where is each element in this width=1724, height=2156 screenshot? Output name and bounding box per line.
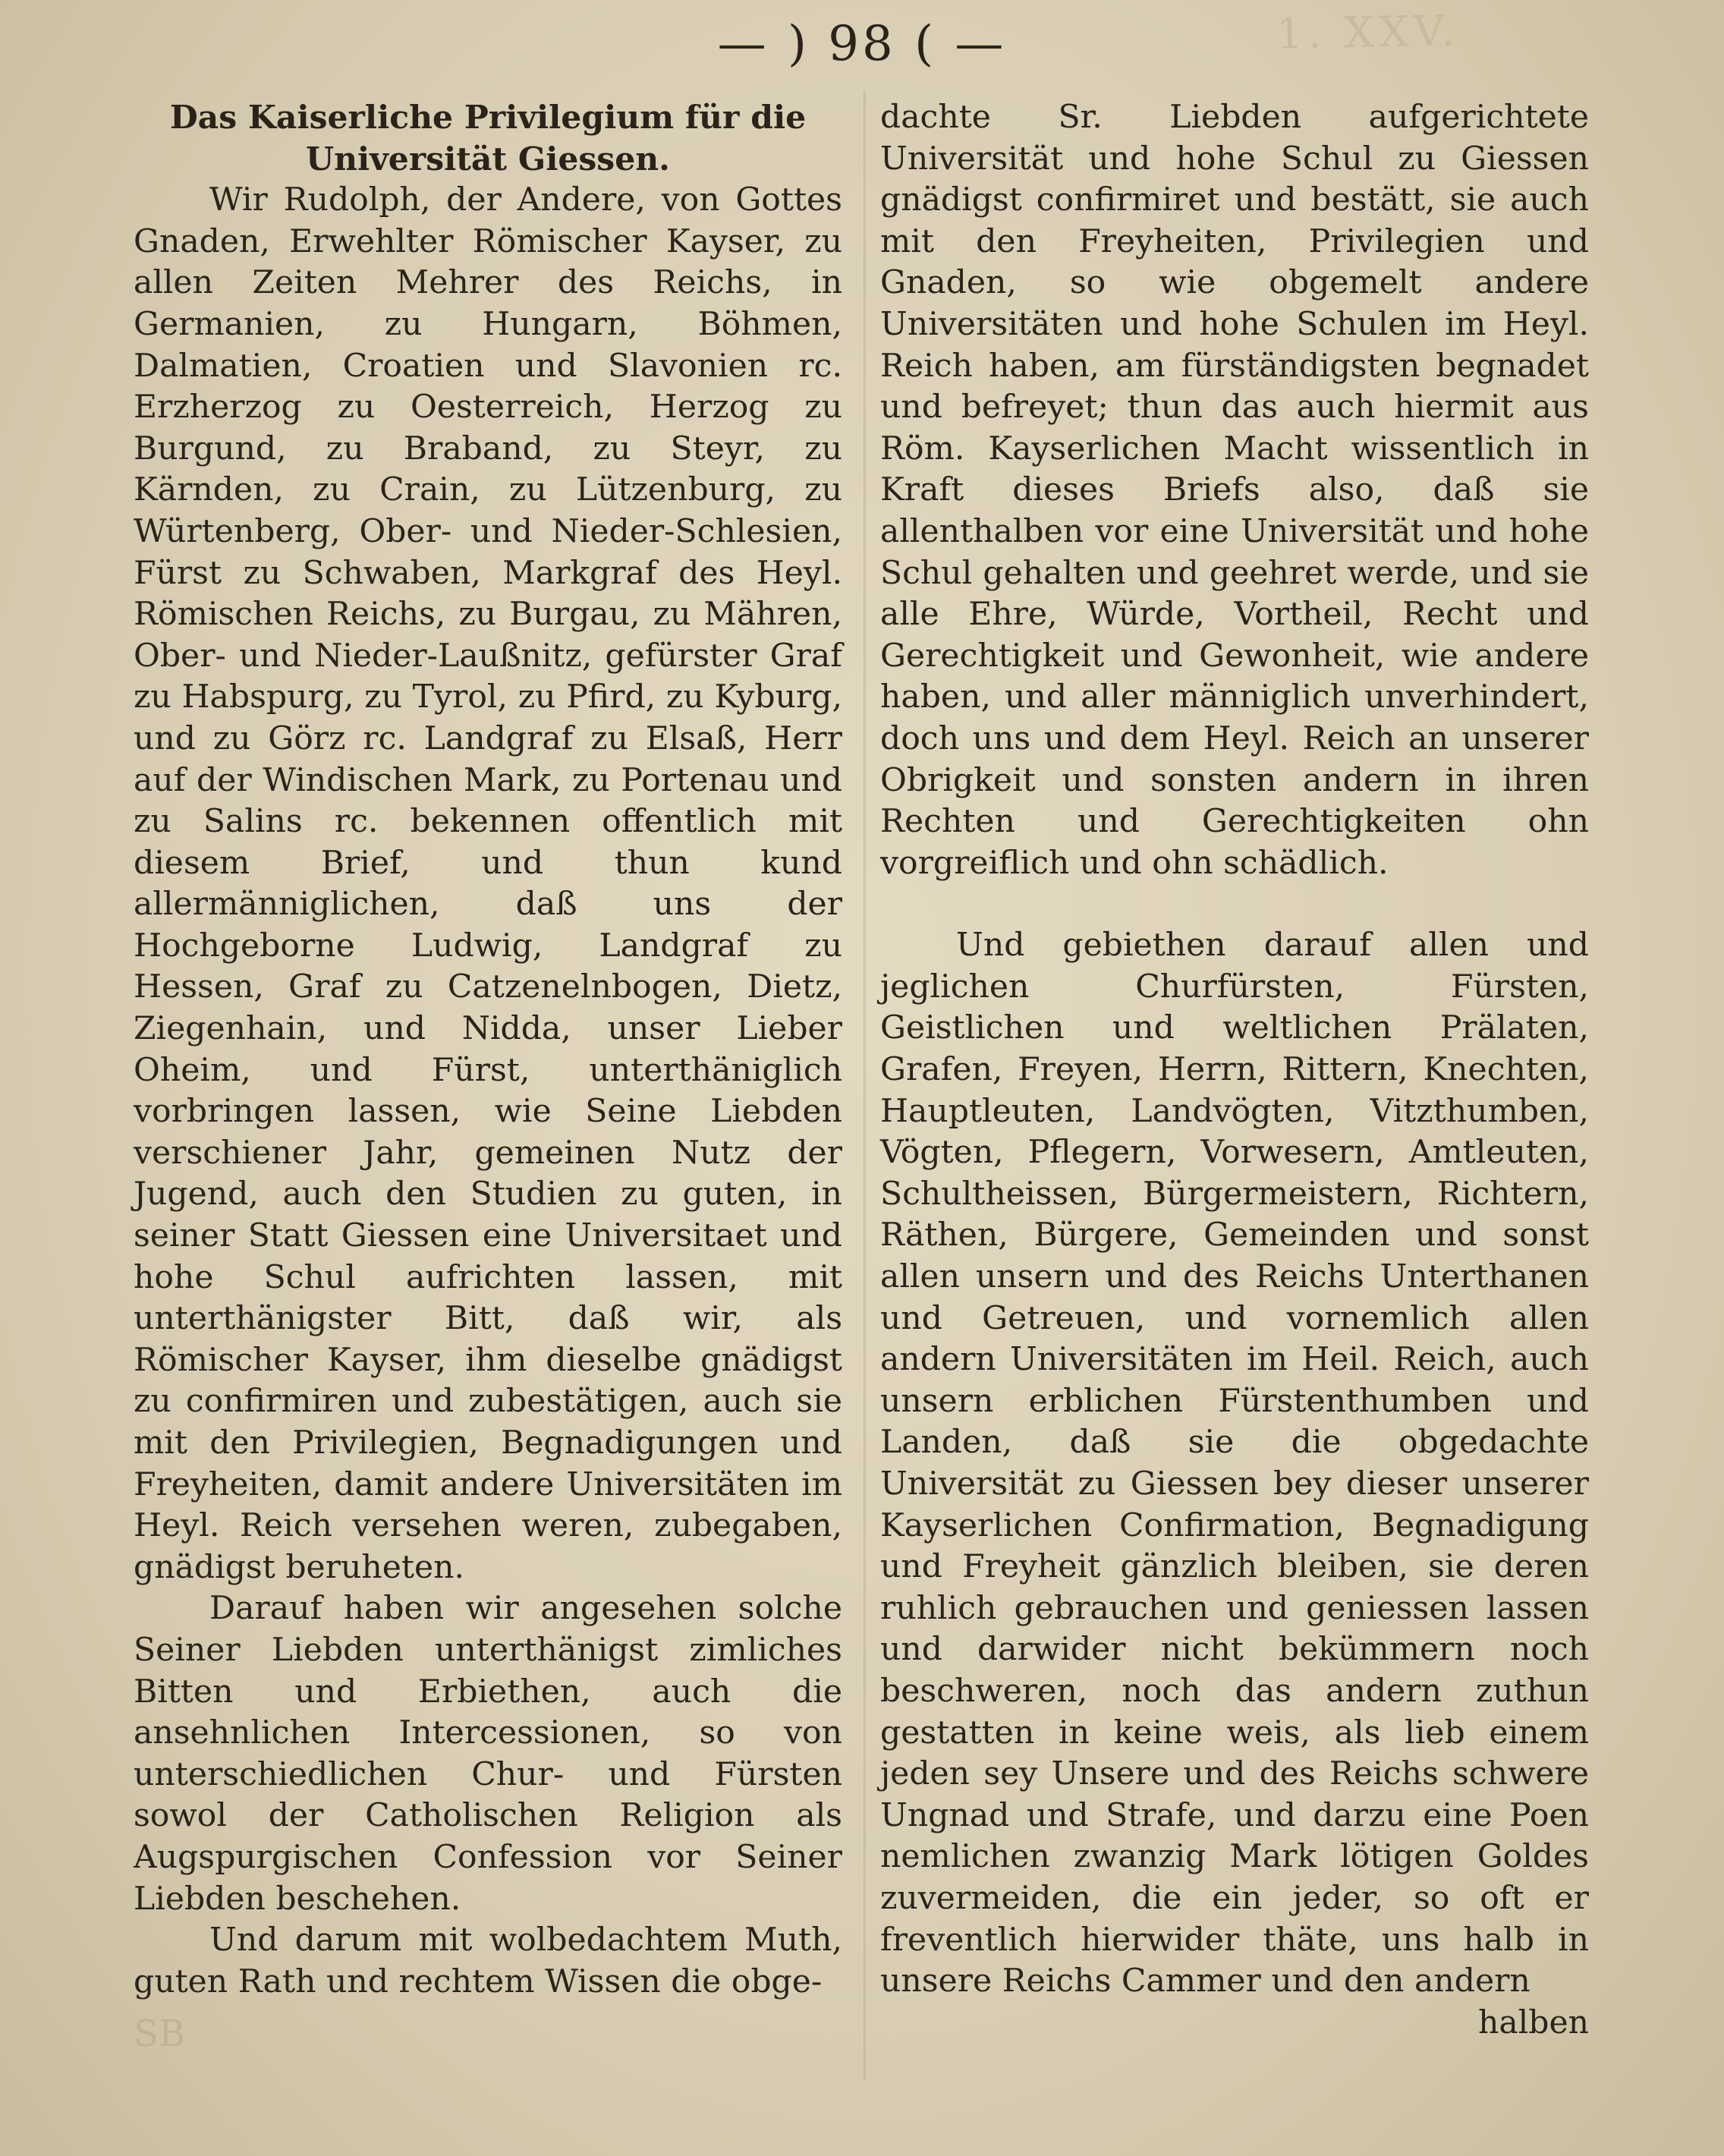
right-column [880,97,1589,2044]
paragraph: dachte Sr. Liebden aufgerichtete Universität und hohe Schul zu Giessen gnädigst confirmiret und bestätt, sie auch mit den Freyheiten, Privilegien und Gnaden, so wie obgemelt andere Universitäten und hohe Schulen im Heyl. Reich haben, am fürständigsten begnadet und befreyet; thun das auch hiermit aus Röm. Kayserlichen Macht wissentlich in Kraft dieses Briefs also, daß sie allenthalben vor eine Universität und hohe Schul gehalten und geehret werde, und sie alle Ehre, Würde, Vortheil, Recht und Gerechtigkeit und Gewonheit, wie andere haben, und aller männiglich unverhindert, doch uns und dem Heyl. Reich an unserer Obrigkeit und sonsten andern in ihren Rechten und Gerechtigkeiten ohn vorgreiflich und ohn schädlich. [880,99,1589,882]
paragraph-spacer [880,884,1589,925]
paragraph: Und darum mit wolbedachtem Muth, guten Rath und rechtem Wissen die obge- [134,1922,842,2000]
catchword: halben [1477,2003,1589,2041]
faint-margin-mark: SB [134,2013,186,2055]
document-title: Das Kaiserliche Privilegium für die Universität Giessen. [169,99,807,178]
paragraph: Und gebiethen darauf allen und jeglichen Churfürsten, Fürsten, Geistlichen und weltlichen Prälaten, Grafen, Freyen, Herrn, Rittern, Knechten, Hauptleuten, Landvögten, Vitzthumben, Vögten, Pflegern, Vorwesern, Amtleuten, Schultheissen, Bürgermeistern, Richtern, Räthen, Bürgere, Gemeinden und sonst allen unsern und des Reichs Unterthanen und Getreuen, und vornemlich allen andern Universitäten im Heil. Reich, auch unsern erblichen Fürstenthumben und Landen, daß sie die obgedachte Universität zu Giessen bey dieser unserer Kayserlichen Confirmation, Begnadigung und Freyheit gänzlich bleiben, sie deren ruhlich gebrauchen und geniessen lassen und darwider nicht bekümmern noch beschweren, noch das andern zuthun gestatten in keine weis, als lieb einem jeden sey Unsere und des Reichs schwere Ungnad und Strafe, und darzu eine Poen nemlichen zwanzig Mark lötigen Goldes zuvermeiden, die ein jeder, so oft er freventlich hierwider thäte, uns halb in unsere Reichs Cammer und den andern [880,927,1589,2000]
left-column [134,97,842,2003]
paragraph: Darauf haben wir angesehen solche Seiner Liebden unterthänigst zimliches Bitten und Erbiethen, auch die ansehnlichen Intercessionen, so von unterschiedlichen Chur- und Fürsten sowol der Catholischen Religion als Augspurgischen Confession vor Seiner Liebden beschehen. [134,1590,842,1918]
bleed-through-text: 1. XXV. [1276,6,1460,59]
paragraph: Wir Rudolph, der Andere, von Gottes Gnaden, Erwehlter Römischer Kayser, zu allen Zeiten Mehrer des Reichs, in Germanien, zu Hungarn, Böhmen, Dalmatien, Croatien und Slavonien rc. Erzherzog zu Oesterreich, Herzog zu Burgund, zu Braband, zu Steyr, zu Kärnden, zu Crain, zu Lützenburg, zu Würtenberg, Ober- und Nieder-Schlesien, Fürst zu Schwaben, Markgraf des Heyl. Römischen Reichs, zu Burgau, zu Mähren, Ober- und Nieder-Laußnitz, gefürster Graf zu Habspurg, zu Tyrol, zu Pfird, zu Kyburg, und zu Görz rc. Landgraf zu Elsaß, Herr auf der Windischen Mark, zu Portenau und zu Salins rc. bekennen offentlich mit diesem Brief, und thun kund allermänniglichen, daß uns der Hochgeborne Ludwig, Landgraf zu Hessen, Graf zu Catzenelnbogen, Dietz, Ziegenhain, und Nidda, unser Lieber Oheim, und Fürst, unterthäniglich vorbringen lassen, wie Seine Liebden verschiener Jahr, gemeinen Nutz der Jugend, auch den Studien zu guten, in seiner Statt Giessen eine Universitaet und hohe Schul aufrichten lassen, mit unterthänigster Bitt, daß wir, als Römischer Kayser, ihm dieselbe gnädigst zu confirmiren und zubestätigen, auch sie mit den Privilegien, Begnadigungen und Freyheiten, damit andere Universitäten im Heyl. Reich versehen weren, zubegaben, gnädigst beruheten. [134,181,842,1586]
page-header: — ) 98 ( — [717,16,1007,72]
column-gutter [864,91,867,2079]
